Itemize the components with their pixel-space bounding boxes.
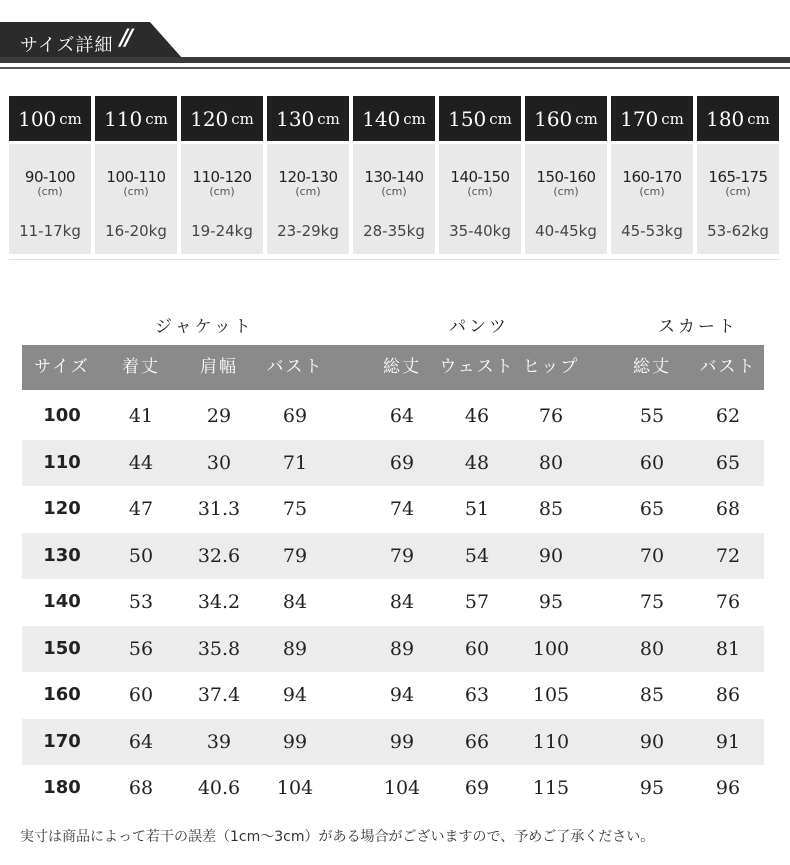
table-cell: 37.4 xyxy=(197,684,241,706)
table-cell: 71 xyxy=(282,451,308,474)
table-cell: 70 xyxy=(639,544,665,567)
table-row xyxy=(22,486,764,532)
table-cell: 115 xyxy=(532,777,570,799)
table-cell: 84 xyxy=(282,591,308,613)
size-value: 130 xyxy=(276,106,315,131)
size-label xyxy=(353,96,435,141)
height-range: 120-130 xyxy=(278,168,338,186)
table-cell: 30 xyxy=(206,451,232,474)
table-cell: 44 xyxy=(128,451,154,474)
size-card xyxy=(267,96,349,254)
table-cell: 80 xyxy=(538,451,564,474)
column-header: ウェスト xyxy=(439,357,515,377)
table-cell: 72 xyxy=(715,544,741,567)
table-cell: 32.6 xyxy=(197,544,241,567)
weight-range: 45-53kg xyxy=(621,222,683,240)
table-cell: 39 xyxy=(206,730,232,753)
table-cell: 76 xyxy=(715,591,741,613)
row-size: 160 xyxy=(43,684,81,705)
table-cell: 68 xyxy=(128,777,154,799)
size-card xyxy=(611,96,693,254)
size-card xyxy=(697,96,779,254)
row-size: 110 xyxy=(43,451,81,473)
size-unit: cm xyxy=(317,109,340,128)
row-size: 140 xyxy=(43,591,81,612)
height-unit: (cm) xyxy=(467,185,493,198)
column-header: サイズ xyxy=(34,357,90,377)
height-unit: (cm) xyxy=(725,185,751,198)
header-bar xyxy=(0,57,790,63)
size-unit: cm xyxy=(59,109,82,128)
table-cell: 100 xyxy=(532,637,570,660)
size-card xyxy=(439,96,521,254)
height-unit: (cm) xyxy=(37,185,63,198)
table-cell: 48 xyxy=(464,451,490,474)
column-header: 肩幅 xyxy=(200,357,238,377)
table-cell: 41 xyxy=(128,405,154,427)
table-cell: 65 xyxy=(715,451,741,474)
height-range: 140-150 xyxy=(450,168,510,186)
table-cell: 79 xyxy=(389,544,415,567)
table-cell: 68 xyxy=(715,498,741,520)
size-label xyxy=(267,96,349,141)
divider xyxy=(9,259,780,260)
height-range: 130-140 xyxy=(364,168,424,186)
column-header: 総丈 xyxy=(383,357,421,377)
size-card xyxy=(353,96,435,254)
size-details xyxy=(525,144,607,254)
table-row xyxy=(22,626,764,672)
table-cell: 69 xyxy=(282,405,308,427)
table-row xyxy=(22,672,764,718)
size-label xyxy=(697,96,779,141)
table-cell: 64 xyxy=(128,730,154,753)
height-unit: (cm) xyxy=(295,185,321,198)
height-unit: (cm) xyxy=(381,185,407,198)
section-header xyxy=(0,0,790,72)
table-cell: 64 xyxy=(389,405,415,427)
table-cell: 105 xyxy=(532,684,570,706)
table-cell: 69 xyxy=(389,451,415,474)
table-cell: 91 xyxy=(715,730,741,753)
size-details xyxy=(697,144,779,254)
weight-range: 28-35kg xyxy=(363,222,425,240)
column-header: ヒップ xyxy=(522,357,580,377)
height-range: 150-160 xyxy=(536,168,596,186)
table-cell: 75 xyxy=(282,498,308,520)
table-cell: 40.6 xyxy=(197,777,241,799)
disclaimer-note: 実寸は商品によって若干の誤差（1cm〜3cm）がある場合がございますので、予めご了承ください。 xyxy=(20,829,655,845)
table-cell: 53 xyxy=(128,591,154,613)
section-title: サイズ詳細 xyxy=(20,35,114,56)
table-cell: 60 xyxy=(639,451,665,474)
table-cell: 60 xyxy=(128,684,154,706)
height-range: 110-120 xyxy=(192,168,252,186)
row-size: 180 xyxy=(43,777,81,798)
row-size: 150 xyxy=(43,637,81,659)
table-cell: 69 xyxy=(464,777,490,799)
size-details xyxy=(9,144,91,254)
table-cell: 96 xyxy=(715,777,741,799)
size-label xyxy=(611,96,693,141)
size-unit: cm xyxy=(661,109,684,128)
height-unit: (cm) xyxy=(209,185,235,198)
table-cell: 99 xyxy=(389,730,415,753)
table-cell: 65 xyxy=(639,498,665,520)
table-cell: 60 xyxy=(464,637,490,660)
table-cell: 35.8 xyxy=(197,637,241,660)
table-cell: 99 xyxy=(282,730,308,753)
height-unit: (cm) xyxy=(553,185,579,198)
table-cell: 90 xyxy=(538,544,564,567)
size-unit: cm xyxy=(145,109,168,128)
table-row xyxy=(22,440,764,486)
table-cell: 89 xyxy=(282,637,308,660)
height-unit: (cm) xyxy=(639,185,665,198)
height-range: 165-175 xyxy=(708,168,768,186)
weight-range: 19-24kg xyxy=(191,222,253,240)
group-label-pants: パンツ xyxy=(449,317,509,337)
table-cell: 85 xyxy=(538,498,564,520)
size-details xyxy=(181,144,263,254)
height-unit: (cm) xyxy=(123,185,149,198)
weight-range: 16-20kg xyxy=(105,222,167,240)
column-header: 着丈 xyxy=(122,357,160,377)
size-unit: cm xyxy=(403,109,426,128)
size-label xyxy=(525,96,607,141)
table-cell: 95 xyxy=(639,777,665,799)
group-label-jacket: ジャケット xyxy=(155,317,254,337)
table-row xyxy=(22,719,764,765)
size-cards xyxy=(9,96,780,254)
table-cell: 79 xyxy=(282,544,308,567)
table-cell: 110 xyxy=(532,730,570,753)
height-range: 160-170 xyxy=(622,168,682,186)
column-header: バスト xyxy=(266,357,324,377)
size-label xyxy=(181,96,263,141)
table-cell: 84 xyxy=(389,591,415,613)
table-cell: 63 xyxy=(464,684,490,706)
table-cell: 104 xyxy=(383,777,421,799)
table-cell: 51 xyxy=(464,498,490,520)
size-value: 110 xyxy=(104,106,143,131)
table-cell: 31.3 xyxy=(197,498,241,520)
size-card xyxy=(181,96,263,254)
height-range: 100-110 xyxy=(106,168,166,186)
height-range: 90-100 xyxy=(24,168,76,186)
table-cell: 46 xyxy=(464,405,490,427)
table-cell: 81 xyxy=(715,637,741,660)
weight-range: 23-29kg xyxy=(277,222,339,240)
weight-range: 53-62kg xyxy=(707,222,769,240)
table-cell: 104 xyxy=(276,777,314,799)
table-cell: 29 xyxy=(206,405,232,427)
row-size: 100 xyxy=(43,405,81,426)
size-unit: cm xyxy=(747,109,770,128)
table-cell: 34.2 xyxy=(197,591,241,613)
table-row xyxy=(22,765,764,811)
weight-range: 35-40kg xyxy=(449,222,511,240)
slash-mark: // xyxy=(120,26,131,51)
size-unit: cm xyxy=(575,109,598,128)
size-label xyxy=(95,96,177,141)
size-value: 120 xyxy=(190,106,229,131)
table-cell: 94 xyxy=(389,684,415,706)
table-cell: 94 xyxy=(282,684,308,706)
table-cell: 54 xyxy=(464,544,490,567)
weight-range: 40-45kg xyxy=(535,222,597,240)
weight-range: 11-17kg xyxy=(19,222,81,240)
table-cell: 56 xyxy=(128,637,154,660)
size-value: 140 xyxy=(362,106,401,131)
column-header: 総丈 xyxy=(633,357,671,377)
table-cell: 55 xyxy=(639,405,665,427)
table-cell: 76 xyxy=(538,405,564,427)
table-cell: 47 xyxy=(128,498,154,520)
table-cell: 89 xyxy=(389,637,415,660)
size-value: 150 xyxy=(448,106,487,131)
table-cell: 80 xyxy=(639,637,665,660)
table-cell: 66 xyxy=(464,730,490,753)
size-details xyxy=(267,144,349,254)
size-label xyxy=(439,96,521,141)
row-size: 170 xyxy=(43,730,81,752)
table-cell: 57 xyxy=(464,591,490,613)
column-header: バスト xyxy=(699,357,757,377)
header-underline xyxy=(0,67,790,69)
table-cell: 85 xyxy=(639,684,665,706)
row-size: 120 xyxy=(43,498,81,519)
group-label-skirt: スカート xyxy=(658,317,738,337)
size-details xyxy=(95,144,177,254)
size-details xyxy=(353,144,435,254)
size-unit: cm xyxy=(231,109,254,128)
table-header xyxy=(22,345,764,390)
size-details xyxy=(439,144,521,254)
table-cell: 50 xyxy=(128,544,154,567)
table-row xyxy=(22,579,764,625)
size-value: 170 xyxy=(620,106,659,131)
size-card xyxy=(95,96,177,254)
table-cell: 95 xyxy=(538,591,564,613)
table-row xyxy=(22,393,764,439)
size-value: 100 xyxy=(18,106,57,131)
size-card xyxy=(9,96,91,254)
size-value: 180 xyxy=(706,106,745,131)
table-cell: 90 xyxy=(639,730,665,753)
size-value: 160 xyxy=(534,106,573,131)
size-unit: cm xyxy=(489,109,512,128)
size-details xyxy=(611,144,693,254)
table-cell: 75 xyxy=(639,591,665,613)
size-card xyxy=(525,96,607,254)
table-cell: 62 xyxy=(715,405,741,427)
table-cell: 74 xyxy=(389,498,415,520)
row-size: 130 xyxy=(43,544,81,566)
table-cell: 86 xyxy=(715,684,741,706)
size-label xyxy=(9,96,91,141)
table-row xyxy=(22,533,764,579)
